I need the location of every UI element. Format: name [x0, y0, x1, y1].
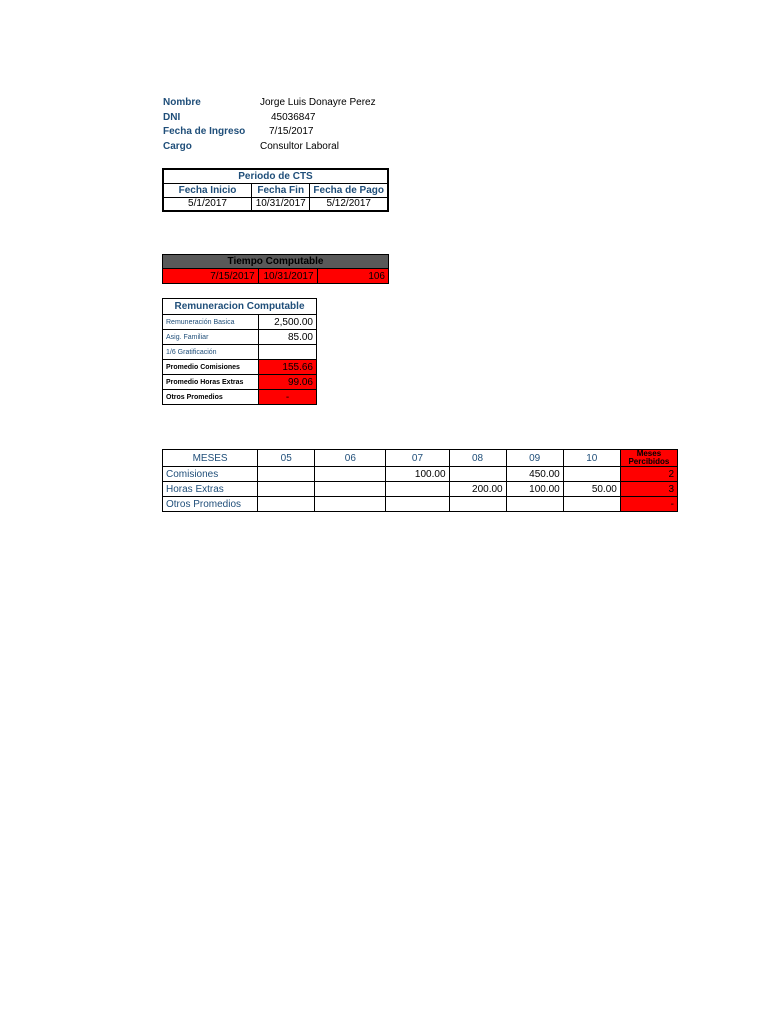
- meses-cell: [258, 467, 315, 482]
- periodo-value-pago: 5/12/2017: [310, 197, 388, 211]
- meses-percibidos-header: Meses Percibidos: [620, 450, 677, 467]
- meses-cell: 100.00: [386, 467, 449, 482]
- meses-cell: 450.00: [506, 467, 563, 482]
- month-header: 05: [258, 450, 315, 467]
- meses-cell: 50.00: [563, 482, 620, 497]
- meses-row-label: Otros Promedios: [163, 497, 258, 512]
- meses-cell: [386, 497, 449, 512]
- periodo-cts-table: [162, 168, 389, 212]
- periodo-header-inicio: Fecha Inicio: [163, 183, 252, 197]
- remuneracion-table: [162, 298, 317, 405]
- value-dni: 45036847: [271, 112, 316, 123]
- month-header: 06: [315, 450, 386, 467]
- meses-header: MESES: [163, 450, 258, 467]
- meses-cell: [258, 497, 315, 512]
- tiempo-computable-table: [162, 254, 389, 284]
- remuneracion-title: Remuneracion Computable: [163, 299, 317, 315]
- meses-cell: [563, 497, 620, 512]
- tiempo-title: Tiempo Computable: [163, 255, 389, 269]
- rem-label-gratificacion: 1/6 Gratificación: [163, 345, 259, 360]
- value-fecha-ingreso: 7/15/2017: [269, 126, 314, 137]
- label-nombre: Nombre: [163, 97, 201, 108]
- month-header: 10: [563, 450, 620, 467]
- month-header: 09: [506, 450, 563, 467]
- meses-cell: 200.00: [449, 482, 506, 497]
- value-nombre: Jorge Luis Donayre Perez: [260, 97, 376, 108]
- meses-total: 2: [620, 467, 677, 482]
- periodo-header-fin: Fecha Fin: [252, 183, 310, 197]
- meses-table: [162, 449, 678, 512]
- label-cargo: Cargo: [163, 141, 192, 152]
- rem-value-horas-extras: 99.06: [259, 375, 317, 390]
- periodo-value-inicio: 5/1/2017: [163, 197, 252, 211]
- rem-value-otros: -: [259, 390, 317, 405]
- meses-cell: [386, 482, 449, 497]
- tiempo-dias: 106: [317, 269, 388, 284]
- meses-cell: 100.00: [506, 482, 563, 497]
- meses-cell: [449, 497, 506, 512]
- rem-label-comisiones: Promedio Comisiones: [163, 360, 259, 375]
- periodo-header-pago: Fecha de Pago: [310, 183, 388, 197]
- meses-cell: [258, 482, 315, 497]
- rem-value-asig: 85.00: [259, 330, 317, 345]
- rem-label-asig: Asig. Familiar: [163, 330, 259, 345]
- periodo-title: Periodo de CTS: [163, 169, 388, 183]
- meses-total: 3: [620, 482, 677, 497]
- meses-cell: [315, 482, 386, 497]
- meses-cell: [315, 497, 386, 512]
- rem-value-basica: 2,500.00: [259, 315, 317, 330]
- rem-label-horas-extras: Promedio Horas Extras: [163, 375, 259, 390]
- meses-row-label: Horas Extras: [163, 482, 258, 497]
- meses-cell: [315, 467, 386, 482]
- meses-cell: [506, 497, 563, 512]
- rem-value-comisiones: 155.66: [259, 360, 317, 375]
- tiempo-inicio: 7/15/2017: [163, 269, 259, 284]
- meses-cell: [563, 467, 620, 482]
- month-header: 07: [386, 450, 449, 467]
- meses-total: -: [620, 497, 677, 512]
- meses-cell: [449, 467, 506, 482]
- label-fecha-ingreso: Fecha de Ingreso: [163, 126, 246, 137]
- label-dni: DNI: [163, 112, 181, 123]
- rem-value-gratificacion: [259, 345, 317, 360]
- month-header: 08: [449, 450, 506, 467]
- rem-label-basica: Remuneración Basica: [163, 315, 259, 330]
- periodo-value-fin: 10/31/2017: [252, 197, 310, 211]
- tiempo-fin: 10/31/2017: [258, 269, 317, 284]
- meses-row-label: Comisiones: [163, 467, 258, 482]
- value-cargo: Consultor Laboral: [260, 141, 339, 152]
- rem-label-otros: Otros Promedios: [163, 390, 259, 405]
